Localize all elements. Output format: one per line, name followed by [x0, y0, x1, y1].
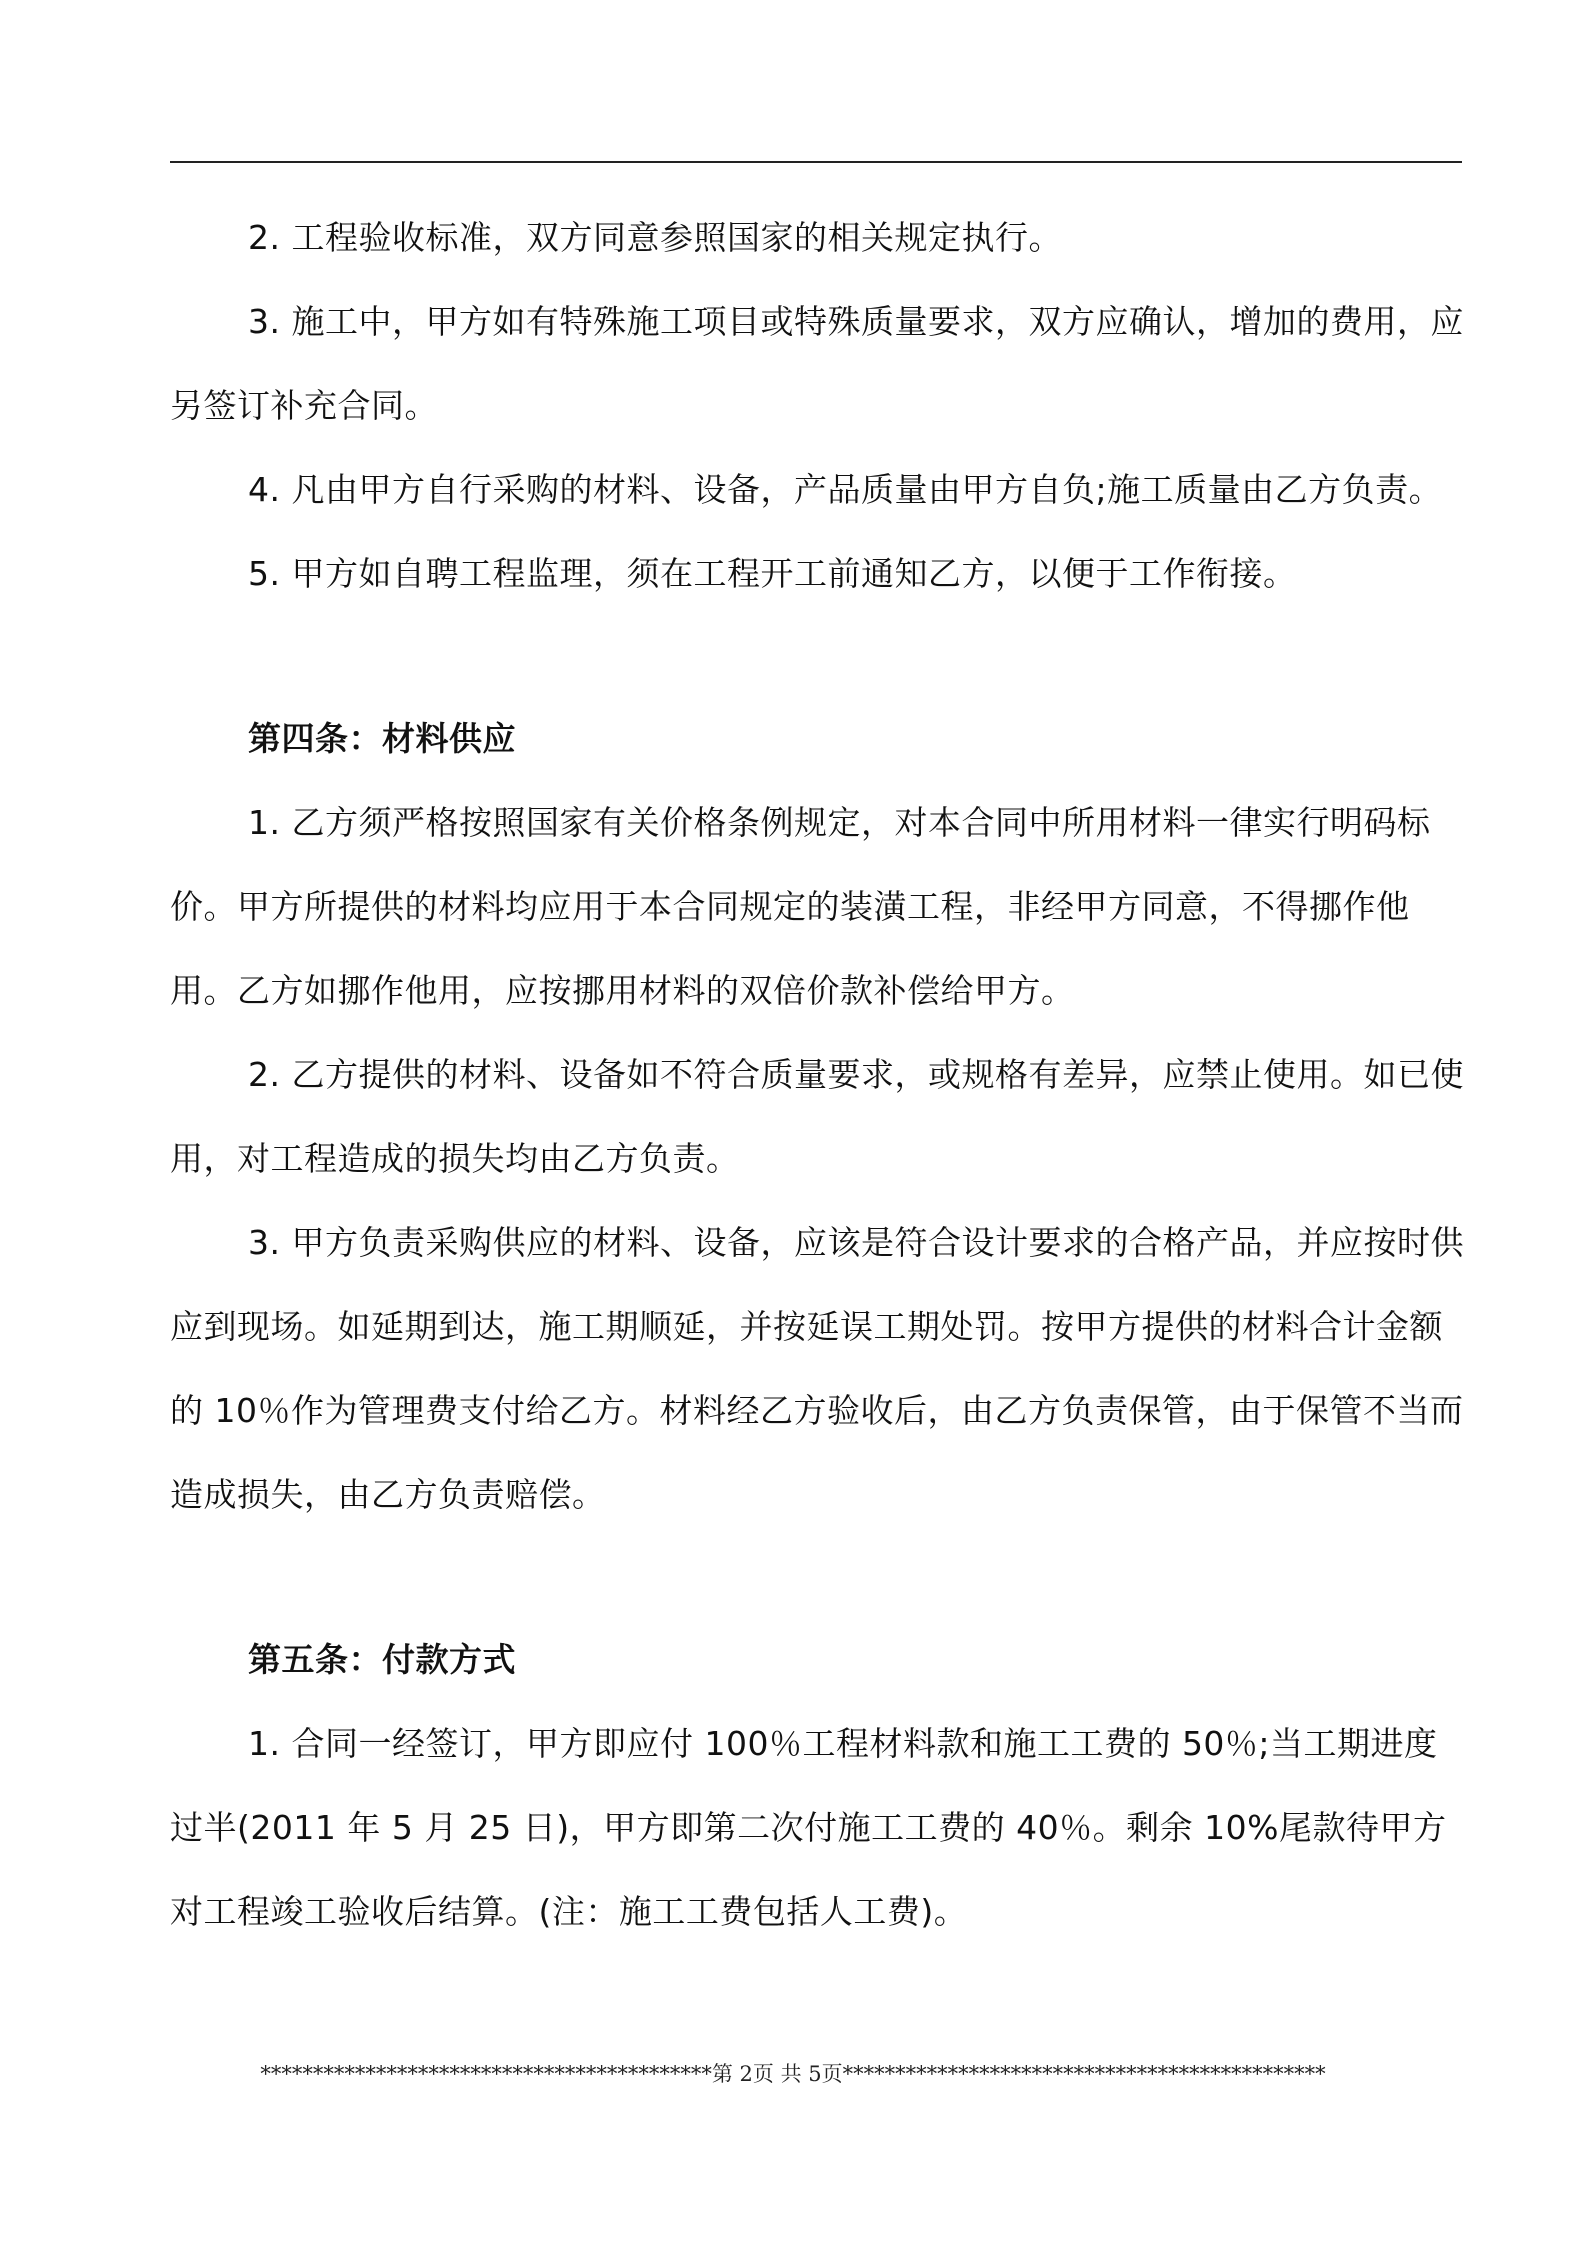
header-rule	[170, 161, 1462, 163]
article4-item-2: 2. 乙方提供的材料、设备如不符合质量要求，或规格有差异，应禁止使用。如已使用，对工程造成的损失均由乙方负责。	[170, 1055, 1464, 1178]
article4-item-3: 3. 甲方负责采购供应的材料、设备，应该是符合设计要求的合格产品，并应按时供应到现场。如延期到达，施工期顺延，并按延误工期处罚。按甲方提供的材料合计金额的 10％作为管理费支付给乙方。材料经乙方验收后，由乙方负责保管，由于保管不当而造成损失，由乙方负责赔偿。	[170, 1223, 1464, 1514]
article3-item-3: 3. 施工中，甲方如有特殊施工项目或特殊质量要求，双方应确认，增加的费用，应另签订补充合同。	[170, 302, 1464, 425]
article3-item-2: 2. 工程验收标准，双方同意参照国家的相关规定执行。	[248, 218, 1062, 257]
article5-heading: 第五条：付款方式	[248, 1640, 516, 1679]
article3-item-4: 4. 凡由甲方自行采购的材料、设备，产品质量由甲方自负;施工质量由乙方负责。	[248, 470, 1443, 509]
article3-item-5: 5. 甲方如自聘工程监理，须在工程开工前通知乙方，以便于工作衔接。	[248, 554, 1297, 593]
article5-item-1: 1. 合同一经签订，甲方即应付 100％工程材料款和施工工费的 50％;当工期进度过半(2011 年 5 月 25 日)，甲方即第二次付施工工费的 40％。剩余 10%尾款待甲方对工程竣工验收后结算。(注：施工工费包括人工费)。	[170, 1724, 1447, 1931]
section-spacer	[170, 1537, 1470, 1618]
section-spacer	[170, 616, 1470, 697]
page-footer: *******************************************第 2页 共 5页**********************************************	[260, 2062, 1326, 2086]
document-body	[170, 196, 1470, 1954]
article4-heading: 第四条：材料供应	[248, 719, 516, 758]
article4-item-1: 1. 乙方须严格按照国家有关价格条例规定，对本合同中所用材料一律实行明码标价。甲方所提供的材料均应用于本合同规定的装潢工程，非经甲方同意，不得挪作他用。乙方如挪作他用，应按挪用材料的双倍价款补偿给甲方。	[170, 803, 1431, 1010]
